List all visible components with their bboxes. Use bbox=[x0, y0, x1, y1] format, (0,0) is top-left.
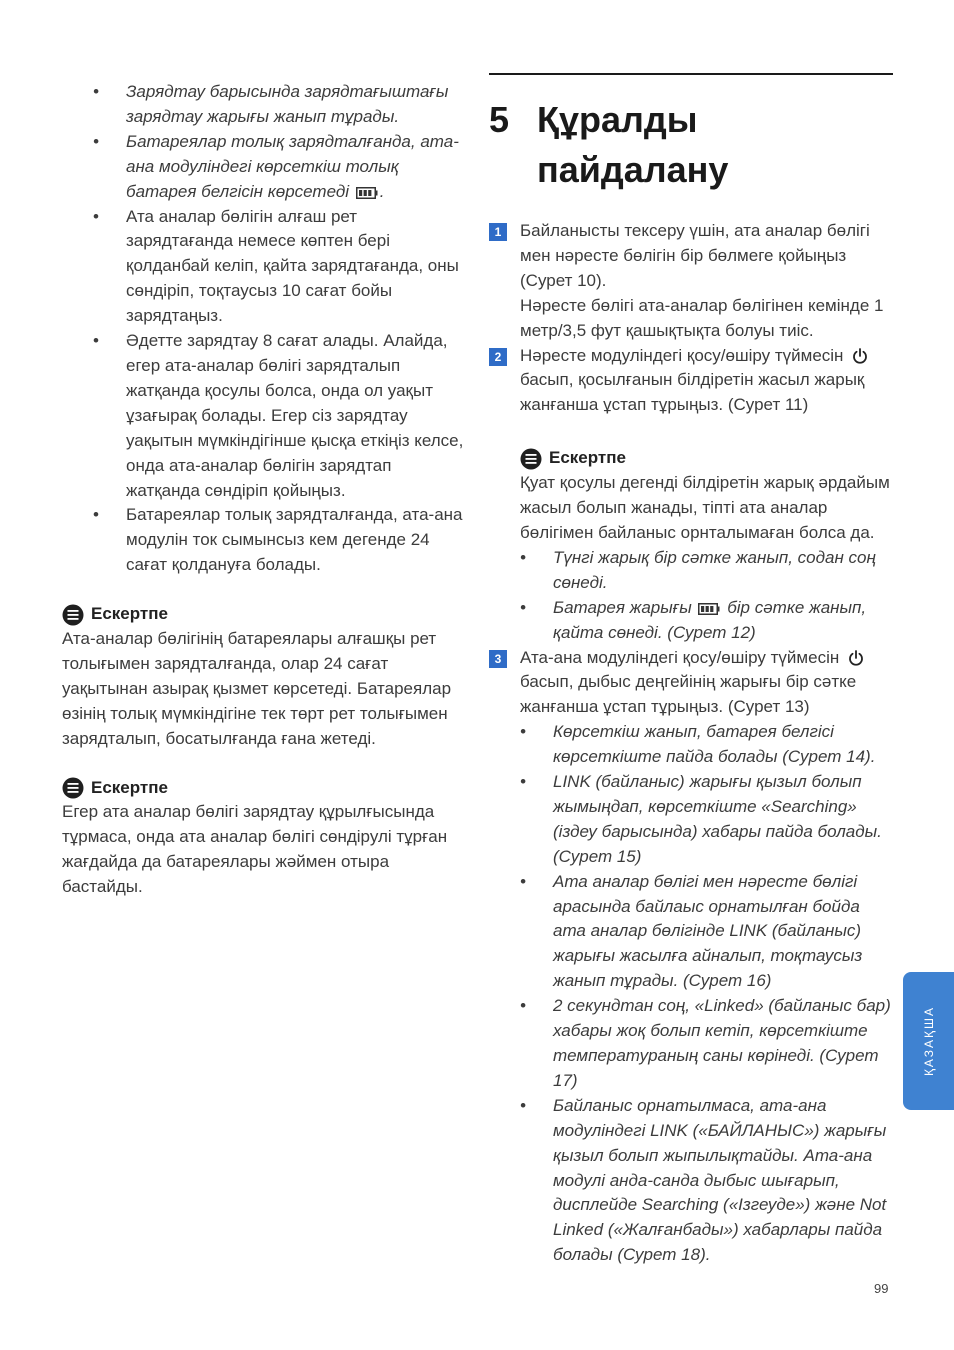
list-item: • Батарея жарығы бір сәтке жанып, қайта сөнеді. (Сурет 12) bbox=[489, 596, 893, 646]
step3-bullet-list bbox=[489, 720, 893, 1268]
step-badge: 2 bbox=[489, 348, 507, 366]
list-item: • Көрсеткіш жанып, батарея белгісі көрсеткіште пайда болады (Сурет 14). bbox=[489, 720, 893, 770]
step-note bbox=[489, 446, 893, 645]
steps bbox=[489, 219, 893, 1268]
list-item: • Ата аналар бөлігі мен нәресте бөлігі арасында байлаыс орнатылған бойда ата аналар бөлігінде LINK (байланыс) жарығы жасылға айналып, тоқтаусыз жанып тұрады. (Сурет 16) bbox=[489, 870, 893, 995]
note-icon bbox=[62, 777, 84, 799]
chapter-number: 5 bbox=[489, 99, 510, 140]
note-icon bbox=[62, 604, 84, 626]
list-item: • Зарядтау барысында зарядтағыштағы зарядтау жарығы жанып тұрады. bbox=[62, 80, 464, 130]
note-bullet-list bbox=[489, 546, 893, 646]
battery-icon bbox=[356, 187, 378, 199]
list-item: • LINK (байланыс) жарығы қызыл болып жымыңдап, көрсеткіште «Searching» (іздеу барысында) хабары пайда болады. (Сурет 15) bbox=[489, 770, 893, 870]
list-item: • Әдетте зарядтау 8 сағат алады. Алайда, егер ата-аналар бөлігі зарядталып жатқанда қосулы болса, онда ол уақыт ұзағырақ болады. Егер сіз зарядтау уақытын мүмкіндігінше қысқа еткіңіз келсе, онда ата-аналар бөлігін зарядтап жатқанда сөндіріп қойыңыз. bbox=[62, 329, 464, 503]
charging-bullet-list bbox=[62, 80, 464, 578]
list-item: • Түнгі жарық бір сәтке жанып, содан соң сөнеді. bbox=[489, 546, 893, 596]
list-item: • Батареялар толық зарядталғанда, ата-ана модуліндегі көрсеткіш толық батарея белгісін көрсетеді . bbox=[62, 130, 464, 205]
step-3: 3 Ата-ана модуліндегі қосу/өшіру түймесін басып, дыбыс деңгейінің жарығы бір сәтке жанғанша ұстап тұрыңыз. (Сурет 13) • Көрсеткіш жанып, батарея белгісі көрсеткіште пайда болады (Сурет 14). • LINK (байланыс) жарығы қызыл болып жымыңдап, көрсеткіште «Searching» (іздеу барысында) хабары пайда болады. (Сурет 15) • Ата аналар бөлігі мен нәресте бөлігі арасында байлаыс орнатылған бойда ата аналар бөлігінде LINK (байланыс) жарығы жасылға айналып, тоқтаусыз жанып тұрады. (Сурет 16) • 2 секундтан соң, «Linked» (байланыс бар) хабары жоқ болып кетіп, көрсеткіште температураның саны көрінеді. (Сурет 17) • Байланыс орнатылмаса, ата-ана модуліндегі LINK («БАЙЛАНЫС») жарығы қызыл болып жыпылықтайды. Ата-ана модулі анда-санда дыбыс шығарып, дисплейде Searching («Ізгеуде») және Not Linked («Жалғанбады») хабарлары пайда болады (Сурет 18). bbox=[489, 646, 893, 1269]
list-item: • Байланыс орнатылмаса, ата-ана модуліндегі LINK («БАЙЛАНЫС») жарығы қызыл болып жыпылықтайды. Ата-ана модулі анда-санда дыбыс шығарып, дисплейде Searching («Ізгеуде») және Not Linked («Жалғанбады») хабарлары пайда болады (Сурет 18). bbox=[489, 1094, 893, 1268]
step-1: 1 Байланысты тексеру үшін, ата аналар бөлігі мен нәресте бөлігін бір бөлмеге қойыңыз (Сурет 10). Нәресте бөлігі ата-аналар бөлігінен кемінде 1 метр/3,5 фут қашықтықта болуы тиіс. bbox=[489, 219, 893, 344]
chapter-rule bbox=[489, 73, 893, 75]
step-2: 2 Нәресте модуліндегі қосу/өшіру түймесін басып, қосылғанын білдіретін жасыл жарық жанғанша ұстап тұрыңыз. (Сурет 11) bbox=[489, 344, 893, 419]
list-item: • 2 секундтан соң, «Linked» (байланыс бар) хабары жоқ болып кетіп, көрсеткіште температураның саны көрінеді. (Сурет 17) bbox=[489, 994, 893, 1094]
language-tab bbox=[903, 972, 954, 1110]
note-text: Ата-аналар бөлігінің батареялары алғашқы рет толығымен зарядталғанда, олар 24 сағат уақытынан азырақ қызмет көрсетеді. Батареялар өзінің толық мүмкіндігіне тек төрт рет толығымен зарядталып, босатылғанда ғана жетеді. bbox=[62, 629, 452, 748]
left-column bbox=[62, 80, 464, 900]
note-heading: Ескертпе bbox=[520, 446, 893, 471]
right-column bbox=[489, 73, 893, 1268]
note-text: Егер ата аналар бөлігі зарядтау құрылғысында тұрмаса, онда ата аналар бөлігі сөндірулі тұрған жағдайда да батареялары жәймен отыра бастайды. bbox=[62, 802, 448, 897]
step-badge: 1 bbox=[489, 223, 507, 241]
list-item: • Ата аналар бөлігін алғаш рет зарядтағанда немесе көптен бері қолданбай келіп, қайта зарядтағанда, оны сөндіріп, тоқтаусыз 10 сағат бойы зарядтаңыз. bbox=[62, 205, 464, 330]
power-icon bbox=[848, 650, 864, 666]
note-icon bbox=[520, 448, 542, 470]
power-icon bbox=[852, 348, 868, 364]
note-heading: Ескертпе bbox=[62, 776, 464, 801]
language-tab-label: ҚАЗАҚША bbox=[921, 1005, 936, 1077]
chapter-heading bbox=[489, 95, 893, 195]
note-text: Қуат қосулы дегенді білдіретін жарық әрдайым жасыл болып жанады, тіпті ата аналар бөлігімен байланыс орнталымаған болса да. bbox=[520, 473, 890, 542]
note-heading: Ескертпе bbox=[62, 602, 464, 627]
chapter-title: Құралды пайдалану bbox=[537, 99, 729, 190]
battery-icon bbox=[698, 603, 720, 615]
list-item: • Батареялар толық зарядталғанда, ата-ана модулін ток сымынсыз кем дегенде 24 сағат қолдануға болады. bbox=[62, 503, 464, 578]
step-badge: 3 bbox=[489, 650, 507, 668]
page-number: 99 bbox=[874, 1281, 889, 1296]
